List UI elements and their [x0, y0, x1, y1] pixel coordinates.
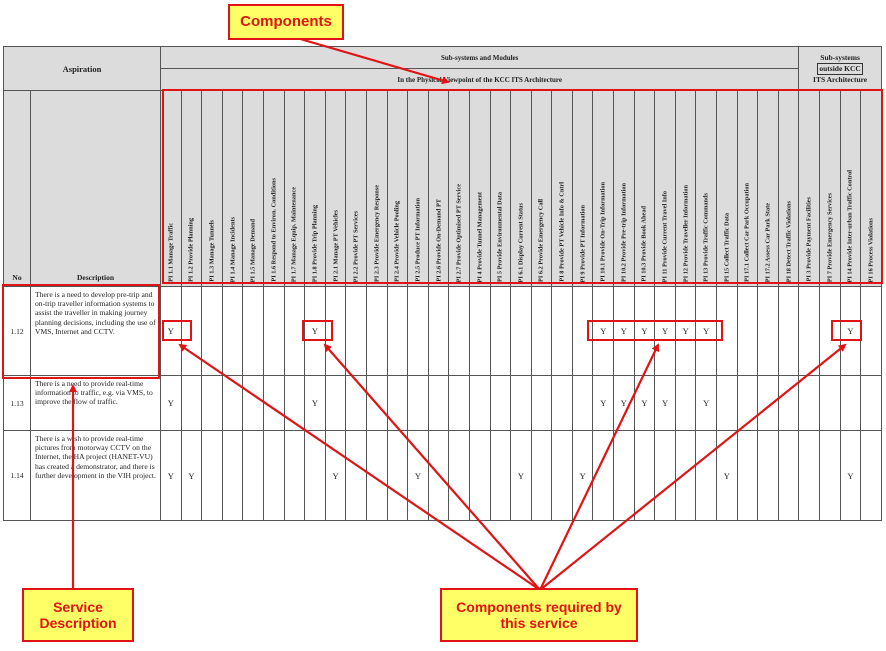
component-label: PI 12 Provide Traveller Information [682, 184, 690, 282]
components-callout: Components [228, 4, 344, 40]
matrix-cell: Y [840, 287, 861, 376]
service-description-callout: Service Description [22, 588, 134, 642]
component-label: PI 2.5 Produce PT Information [414, 198, 422, 282]
component-label: PI 17.2 Assess Car Park State [764, 202, 772, 282]
row-description: There is a need to develop pre-trip and on-trip traveller information systems to assist the traveller in making journey planning decisions, including the use of VMS, Internet and CCTV. [31, 287, 161, 376]
aspiration-header: Aspiration [4, 47, 161, 91]
component-label: PI 10.3 Provide Book Ahead [640, 206, 648, 282]
matrix-cell: Y [161, 431, 182, 521]
component-label: PI 2.6 Provide On-Demand PT [435, 199, 443, 282]
highlight-mark-group-4 [831, 320, 862, 341]
component-label: PI 9 Provide PT Information [579, 204, 587, 282]
matrix-cell: Y [634, 376, 655, 431]
row-number: 1.13 [4, 376, 31, 431]
matrix-cell: Y [655, 287, 676, 376]
row-number: 1.12 [4, 287, 31, 376]
component-label: PI 10.2 Provide Pre-trip Information [620, 183, 628, 282]
component-label: PI 1.1 Manage Traffic [167, 223, 175, 282]
component-label: PI 1.7 Manage Equip. Maintenance [290, 186, 298, 282]
component-label: PI 1.3 Manage Tunnels [208, 220, 216, 282]
component-label: PI 5 Provide Environmental Data [496, 191, 504, 282]
subsystems-modules-header: Sub-systems and Modules [161, 47, 799, 69]
physical-viewpoint-header: In the Physical Viewpoint of the KCC ITS Architecture [161, 69, 799, 91]
matrix-cell: Y [593, 376, 614, 431]
matrix-cell: Y [572, 431, 593, 521]
component-label: PI 16 Process Violations [867, 217, 875, 282]
matrix-cell: Y [840, 431, 861, 521]
component-label: PI 1.6 Respond to Environ. Conditions [270, 178, 278, 282]
arrow-components [290, 36, 448, 82]
outside-kcc-line1: Sub-systems [820, 52, 860, 62]
matrix-cell: Y [181, 431, 202, 521]
component-label: PI 13 Provide Traffic Commands [702, 193, 710, 282]
component-label: PI 4 Provide Tunnel Management [476, 191, 484, 282]
row-number: 1.14 [4, 431, 31, 521]
outside-kcc-line3: ITS Architecture [813, 74, 868, 84]
highlight-component-headers [162, 89, 883, 284]
matrix-cell: Y [305, 376, 326, 431]
component-label: PI 2.7 Provide Optimised PT Service [455, 183, 463, 282]
matrix-cell: Y [614, 376, 635, 431]
matrix-cell: Y [305, 287, 326, 376]
component-label: PI 10.1 Provide On-Trip Information [599, 182, 607, 282]
matrix-cell: Y [161, 287, 182, 376]
component-label: PI 2.1 Manage PT Vehicles [332, 210, 340, 282]
matrix-cell: Y [511, 431, 532, 521]
matrix-cell: Y [408, 431, 429, 521]
matrix-cell: Y [325, 431, 346, 521]
component-label: PI 15 Collect Traffic Data [723, 212, 731, 282]
component-label: PI 6.2 Provide Emergency Call [537, 199, 545, 282]
component-label: PI 3 Provide Payment Facilities [805, 197, 813, 282]
component-label: PI 2.2 Provide PT Services [352, 210, 360, 282]
component-label: PI 1.5 Manage Demand [249, 218, 257, 282]
highlight-mark-group-3 [587, 320, 723, 341]
component-label: PI 1.4 Manage Incidents [229, 216, 237, 282]
arrow-required-1 [180, 345, 540, 590]
component-label: PI 6.1 Display Current Status [517, 202, 525, 282]
component-label: PI 8 Provide PT Vehicle Info & Cntrl [558, 182, 566, 282]
component-label: PI 11 Provide Current Travel Info [661, 190, 669, 282]
component-label: PI 1.8 Provide Trip Planning [311, 204, 319, 282]
arrow-required-3 [540, 345, 658, 590]
row-description: There is a need to provide real-time information to traffic, e.g. via VMS, to improve the flow of traffic. [31, 376, 161, 431]
matrix-cell: Y [717, 431, 738, 521]
matrix-cell: Y [614, 287, 635, 376]
arrow-required-4 [540, 345, 845, 590]
matrix-cell: Y [675, 287, 696, 376]
matrix-cell: Y [161, 376, 182, 431]
arrow-required-2 [325, 345, 540, 590]
no-header: No [4, 91, 31, 287]
component-label: PI 2.4 Provide Vehicle Pooling [393, 201, 401, 282]
component-label: PI 18 Detect Traffic Violations [785, 200, 793, 282]
highlight-mark-group-1 [162, 320, 192, 341]
component-label: PI 2.3 Provide Emergency Response [373, 185, 381, 282]
highlight-mark-group-2 [302, 320, 333, 341]
highlight-service-description [2, 284, 160, 379]
description-header: Description [31, 91, 161, 287]
component-label: PI 7 Provide Emergency Services [826, 192, 834, 282]
row-description: There is a wish to provide real-time pictures from motorway CCTV on the Internet, the HA project (HANET-VU) has created a demonstrator, and there is further development in the VIH project. [31, 431, 161, 521]
matrix-cell: Y [593, 287, 614, 376]
component-label: PI 14 Provide Inter-urban Traffic Control [846, 169, 854, 282]
component-label: PI 1.2 Provide Planning [187, 218, 195, 282]
component-label: PI 17.1 Collect Car Park Occupation [743, 183, 751, 282]
matrix-cell: Y [655, 376, 676, 431]
outside-kcc-boxed: outside KCC [819, 63, 861, 73]
matrix-cell: Y [696, 287, 717, 376]
matrix-cell: Y [634, 287, 655, 376]
components-required-callout: Components required by this service [440, 588, 638, 642]
matrix-cell: Y [696, 376, 717, 431]
